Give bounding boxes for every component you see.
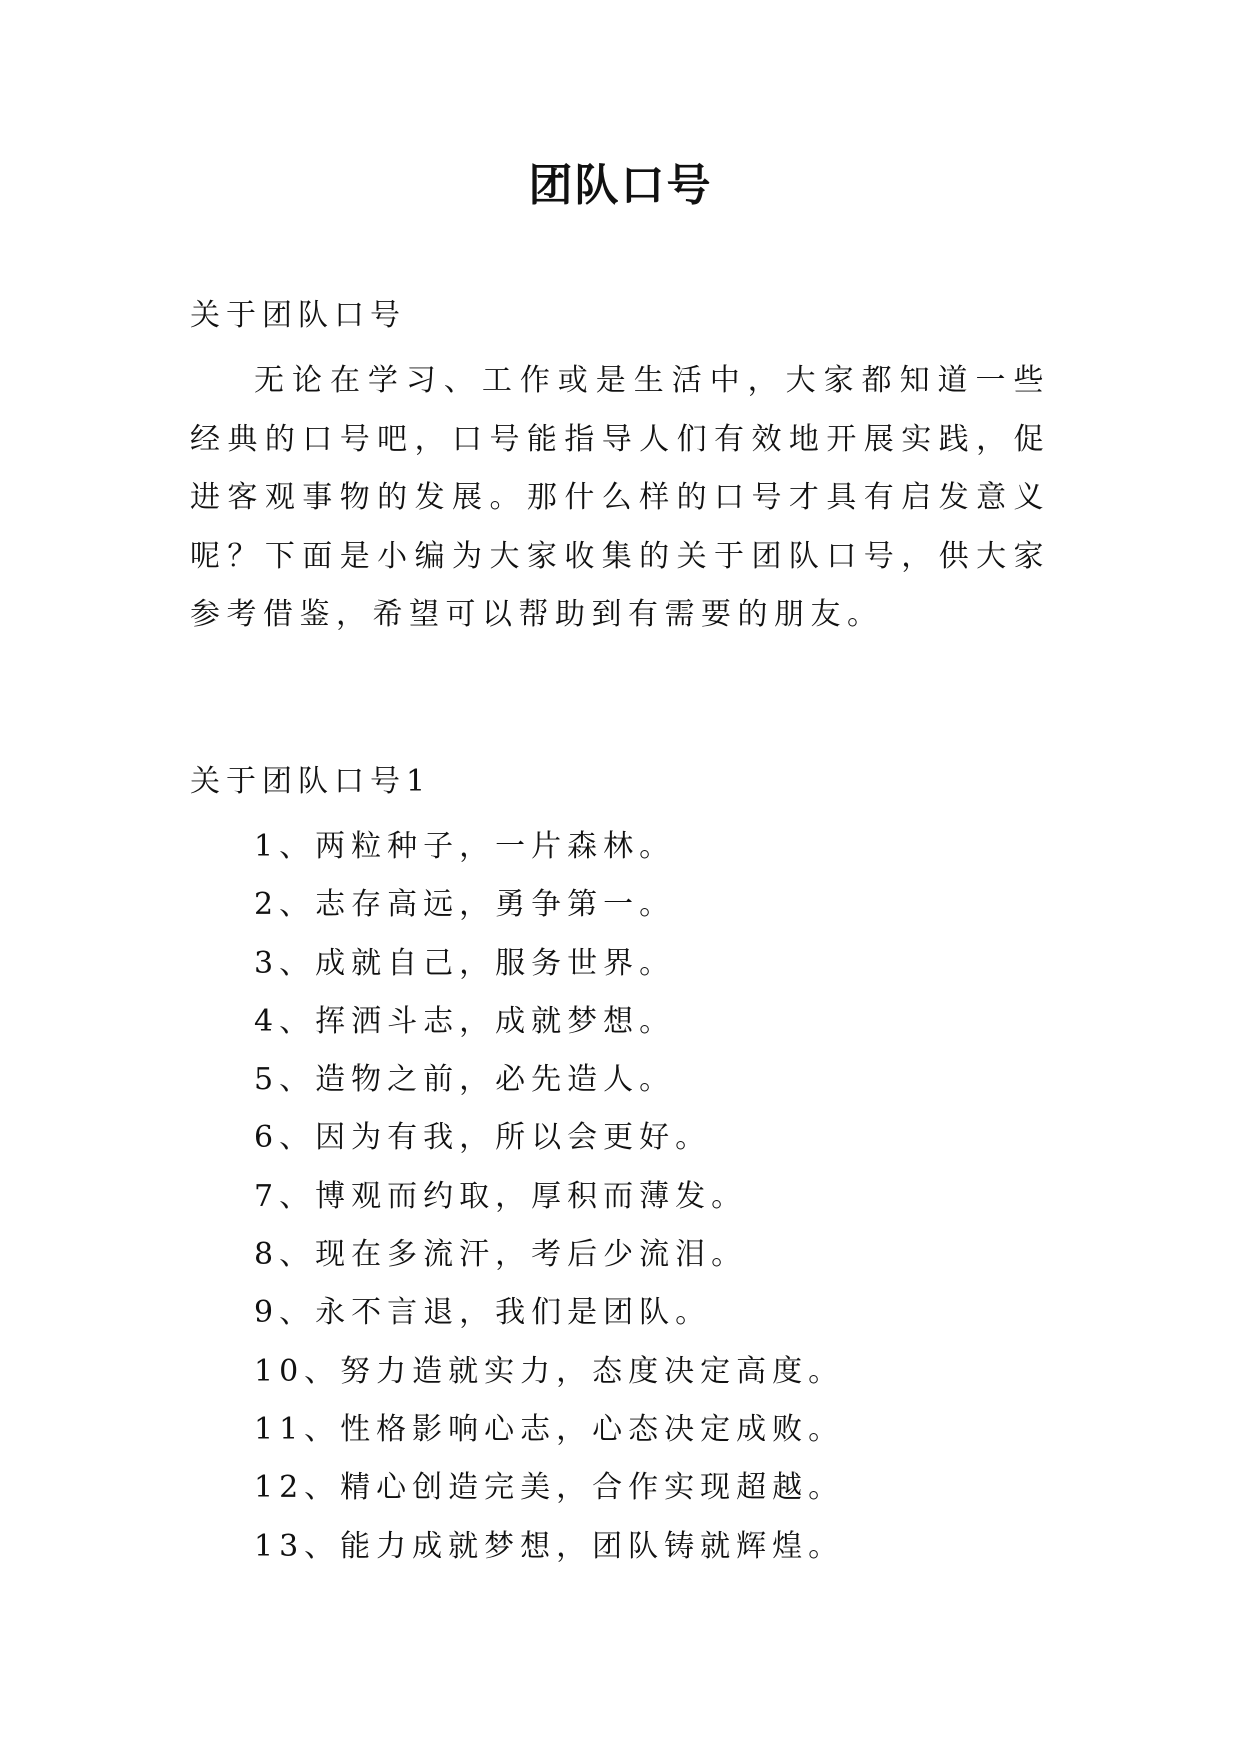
- slogan-item: 7、博观而约取，厚积而薄发。: [254, 1178, 748, 1214]
- slogan-item: 9、永不言退，我们是团队。: [254, 1295, 712, 1331]
- slogan-item: 12、精心创造完美，合作实现超越。: [254, 1470, 845, 1506]
- slogan-item: 1、两粒种子，一片森林。: [254, 829, 676, 864]
- slogan-item: 10、努力造就实力，态度决定高度。: [254, 1353, 845, 1389]
- slogan-item: 4、挥洒斗志，成就梦想。: [254, 1003, 676, 1039]
- slogan-list: [254, 818, 844, 1576]
- slogan-item: 2、志存高远，勇争第一。: [254, 887, 676, 923]
- slogan-item: 5、造物之前，必先造人。: [254, 1062, 676, 1098]
- intro-heading: 关于团队口号: [190, 298, 406, 333]
- slogan-item: 13、能力成就梦想，团队铸就辉煌。: [254, 1528, 845, 1564]
- slogan-item: 3、成就自己，服务世界。: [254, 945, 676, 981]
- slogan-item: 8、现在多流汗，考后少流泪。: [254, 1237, 748, 1273]
- slogan-item: 11、性格影响心志，心态决定成败。: [254, 1411, 845, 1447]
- intro-paragraph: 无论在学习、工作或是生活中，大家都知道一些经典的口号吧，口号能指导人们有效地开展实践，促进客观事物的发展。那什么样的口号才具有启发意义呢？下面是小编为大家收集的关于团队口号，供大家参考借鉴，希望可以帮助到有需要的朋友。: [190, 363, 1050, 632]
- section-heading: 关于团队口号1: [190, 764, 432, 799]
- document-title: 团队口号: [528, 160, 713, 211]
- slogan-item: 6、因为有我，所以会更好。: [254, 1120, 712, 1156]
